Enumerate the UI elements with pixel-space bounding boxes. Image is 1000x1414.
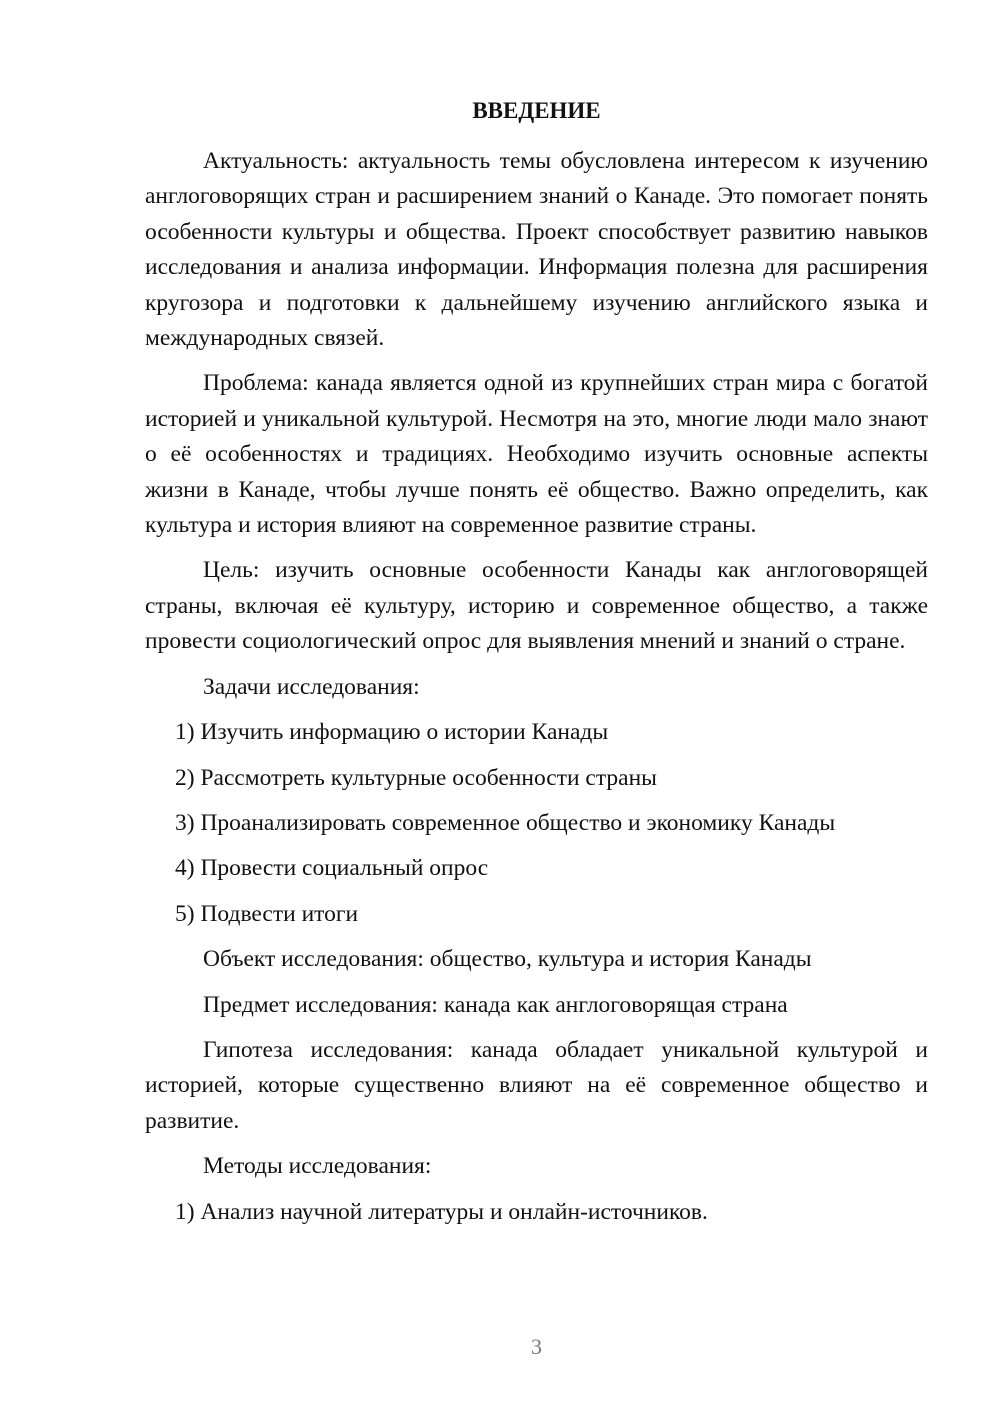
page-number: 3 bbox=[531, 1334, 542, 1359]
research-subject: Предмет исследования: канада как англоговорящая страна bbox=[203, 991, 788, 1018]
document-page bbox=[145, 0, 928, 1414]
document-body bbox=[145, 144, 928, 1240]
page-title: ВВЕДЕНИЕ bbox=[472, 98, 601, 123]
methods-heading: Методы исследования: bbox=[203, 1153, 432, 1180]
research-object: Объект исследования: общество, культура и история Канады bbox=[203, 946, 812, 973]
task-item: 1) Изучить информацию о истории Канады bbox=[175, 719, 609, 746]
goal-paragraph: Цель: изучить основные особенности Канады как англоговорящей страны, включая её культуру, историю и современное общество, а также провести социологический опрос для выявления мнений и знаний о стране. bbox=[145, 557, 928, 655]
tasks-list bbox=[145, 715, 928, 932]
task-item: 3) Проанализировать современное общество и экономику Канады bbox=[175, 809, 836, 836]
relevance-paragraph: Актуальность: актуальность темы обусловлена интересом к изучению англоговорящих стран и расширением знаний о Канаде. Это помогает понять особенности культуры и общества. Проект способствует развитию навыков исследования и анализа информации. Информация полезна для расширения кругозора и подготовки к дальнейшему изучению английского языка и международных связей. bbox=[145, 148, 928, 352]
methods-list bbox=[145, 1195, 928, 1230]
hypothesis-paragraph: Гипотеза исследования: канада обладает уникальной культурой и историей, которые существенно влияют на её современное общество и развитие. bbox=[145, 1036, 928, 1134]
problem-paragraph: Проблема: канада является одной из крупнейших стран мира с богатой историей и уникальной культурой. Несмотря на это, многие люди мало знают о её особенностях и традициях. Необходимо изучить основные аспекты жизни в Канаде, чтобы лучше понять её общество. Важно определить, как культура и история влияют на современное развитие страны. bbox=[145, 370, 928, 539]
task-item: 5) Подвести итоги bbox=[175, 900, 359, 927]
method-item: 1) Анализ научной литературы и онлайн-источников. bbox=[175, 1198, 708, 1225]
task-item: 4) Провести социальный опрос bbox=[175, 855, 489, 882]
tasks-heading: Задачи исследования: bbox=[203, 673, 420, 700]
task-item: 2) Рассмотреть культурные особенности страны bbox=[175, 764, 657, 791]
